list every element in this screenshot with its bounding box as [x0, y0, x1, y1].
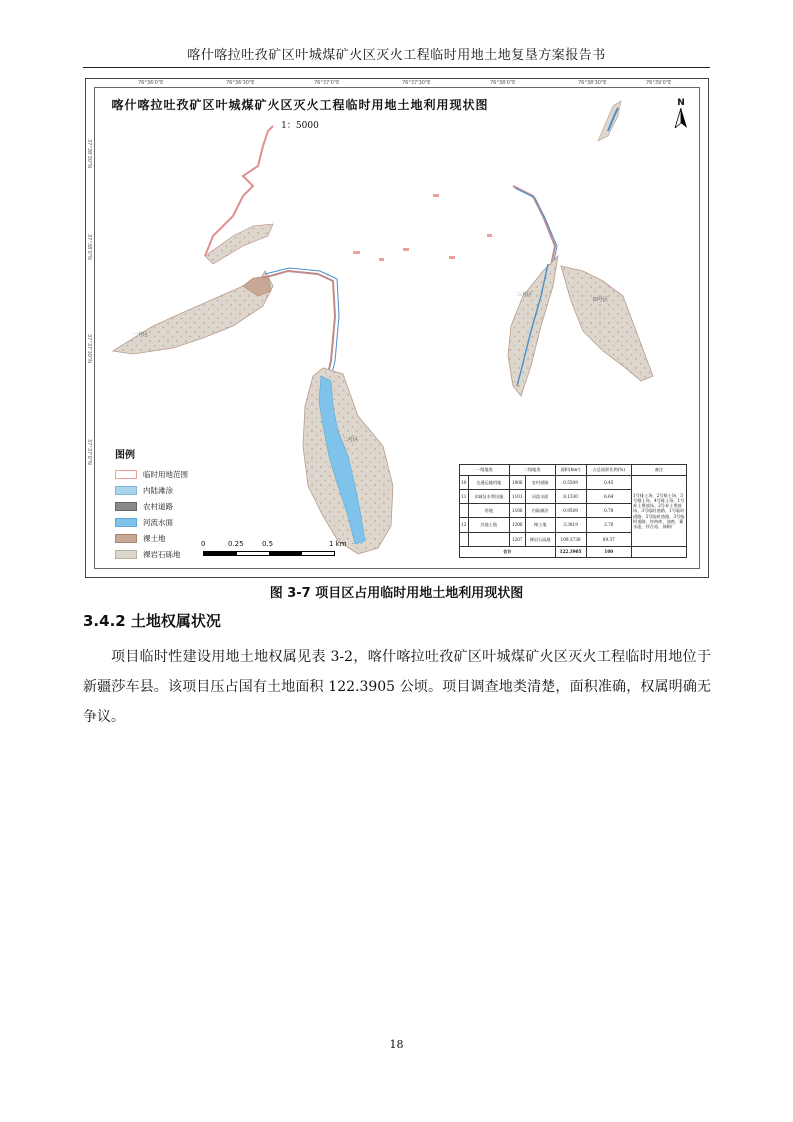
legend-title: 图例 — [115, 450, 135, 461]
table-header: 面积(hm²) — [555, 465, 586, 476]
legend-item — [115, 466, 188, 482]
scale-bar-segments — [203, 551, 335, 556]
land-use-table — [459, 464, 687, 558]
north-label: N — [677, 98, 685, 108]
north-arrow-icon — [674, 108, 688, 128]
figure-caption: 图 3-7 项目区占用临时用地土地利用现状图 — [269, 586, 524, 601]
table-header: 占总面积比例(%) — [586, 465, 631, 476]
river-center — [515, 188, 557, 266]
table-header: 一级地类 — [460, 465, 510, 476]
scale-bar — [203, 540, 353, 552]
legend-label: 裸土地 — [143, 533, 166, 543]
scale-tick-label: 0.25 — [228, 540, 244, 548]
coord-top: 76°39'0"E — [646, 80, 672, 86]
table-header: 备注 — [632, 465, 687, 476]
table-row: 用地 1106 内陆滩涂 0.9509 0.78 — [460, 504, 687, 518]
north-arrow — [674, 98, 688, 132]
scale-tick-label: 0.5 — [262, 540, 274, 548]
area-label: 三号区 — [517, 292, 533, 298]
table-header: 二级地类 — [509, 465, 555, 476]
scale-tick-label: 0 — [201, 540, 206, 548]
parcel — [403, 248, 409, 251]
legend-item — [115, 530, 188, 546]
legend-label: 内陆滩涂 — [143, 485, 173, 495]
area-1-strip — [205, 224, 273, 264]
parcel — [449, 256, 455, 259]
coord-top: 76°37'30"E — [402, 80, 431, 86]
map-title: 喀什喀拉吐孜矿区叶城煤矿火区灭火工程临时用地土地利用现状图 — [111, 98, 489, 112]
legend-label: 临时用地范围 — [143, 469, 188, 479]
area-label: 四号区 — [593, 297, 609, 303]
map-legend — [115, 446, 188, 562]
parcel — [379, 258, 384, 261]
legend-swatch-temp-land — [115, 470, 137, 479]
legend-swatch-river — [115, 518, 137, 527]
coord-top: 76°38'0"E — [490, 80, 516, 86]
area-label: 一号区 — [133, 332, 149, 338]
parcel — [487, 234, 492, 237]
coord-left: 37°37'30"N — [86, 334, 92, 364]
river-to-area-2 — [265, 268, 339, 386]
area-4-bare-rock — [561, 266, 653, 381]
road-top-left — [243, 126, 273, 196]
legend-swatch-rural-road — [115, 502, 137, 511]
coord-top: 76°36'0"E — [138, 80, 164, 86]
legend-swatch-bare-soil — [115, 534, 137, 543]
coord-left: 37°38'30"N — [86, 139, 92, 169]
parcel — [353, 251, 360, 254]
legend-label: 裸岩石砾地 — [143, 549, 181, 559]
coord-top: 76°37'0"E — [314, 80, 340, 86]
coord-left: 37°38'0"N — [86, 234, 92, 260]
legend-item — [115, 498, 188, 514]
body-paragraph: 项目临时性建设用地土地权属见表 3-2，喀什喀拉吐孜矿区叶城煤矿火区灭火工程临时用地位于新疆莎车县。该项目压占国有土地面积 122.3905 公顷。项目调查地类清楚，面积准确，权属明确无争议。 — [83, 649, 711, 725]
coord-top: 76°38'30"E — [578, 80, 607, 86]
legend-label: 农村道路 — [143, 501, 173, 511]
scale-tick-label: 1 km — [329, 540, 347, 548]
legend-label: 河流水面 — [143, 517, 173, 527]
table-remark: 1号排土场、2号排土场、3号排土场、4号排土场、1号弃土堆放场、2号弃土堆放场、3号临时道路、1号临时道路、2号临时道路、3号临时道路、炸药库、油库、蓄水池、拌合站、预制厂 — [632, 476, 687, 547]
table-row: 10 交通运输用地 1006 农村道路 0.5509 0.45 1号排土场、2号排土场、3号排土场、4号排土场、1号弃土堆放场、2号弃土堆放场、3号临时道路、1号临时道路、2号临时道路、3号临时道路、炸药库、油库、蓄水池、拌合站、预制厂 — [460, 476, 687, 490]
page-number: 18 — [389, 1038, 404, 1051]
legend-swatch-bare-rock — [115, 550, 137, 559]
section-heading: 3.4.2 土地权属状况 — [83, 612, 221, 630]
page-header: 喀什喀拉吐孜矿区叶城煤矿火区灭火工程临时用地土地复垦方案报告书 — [83, 44, 710, 68]
legend-item — [115, 514, 188, 530]
parcel — [433, 194, 439, 197]
coord-top: 76°36'30"E — [226, 80, 255, 86]
legend-swatch-mudflat — [115, 486, 137, 495]
table-row: 1207 裸岩石砾地 109.3738 89.37 — [460, 532, 687, 546]
table-row: 11 水域及水利设施 1101 河流水面 8.1330 6.64 — [460, 490, 687, 504]
table-total-row: 合计 122.3905 100 — [460, 546, 687, 557]
area-top-right — [598, 101, 621, 141]
legend-item — [115, 482, 188, 498]
legend-item — [115, 546, 188, 562]
table-row: 12 其他土地 1206 裸土地 3.3819 2.76 — [460, 518, 687, 532]
area-label: 二号区 — [343, 437, 359, 443]
map-scale-ratio: 1：5000 — [281, 121, 319, 131]
coord-left: 37°37'0"N — [86, 439, 92, 465]
